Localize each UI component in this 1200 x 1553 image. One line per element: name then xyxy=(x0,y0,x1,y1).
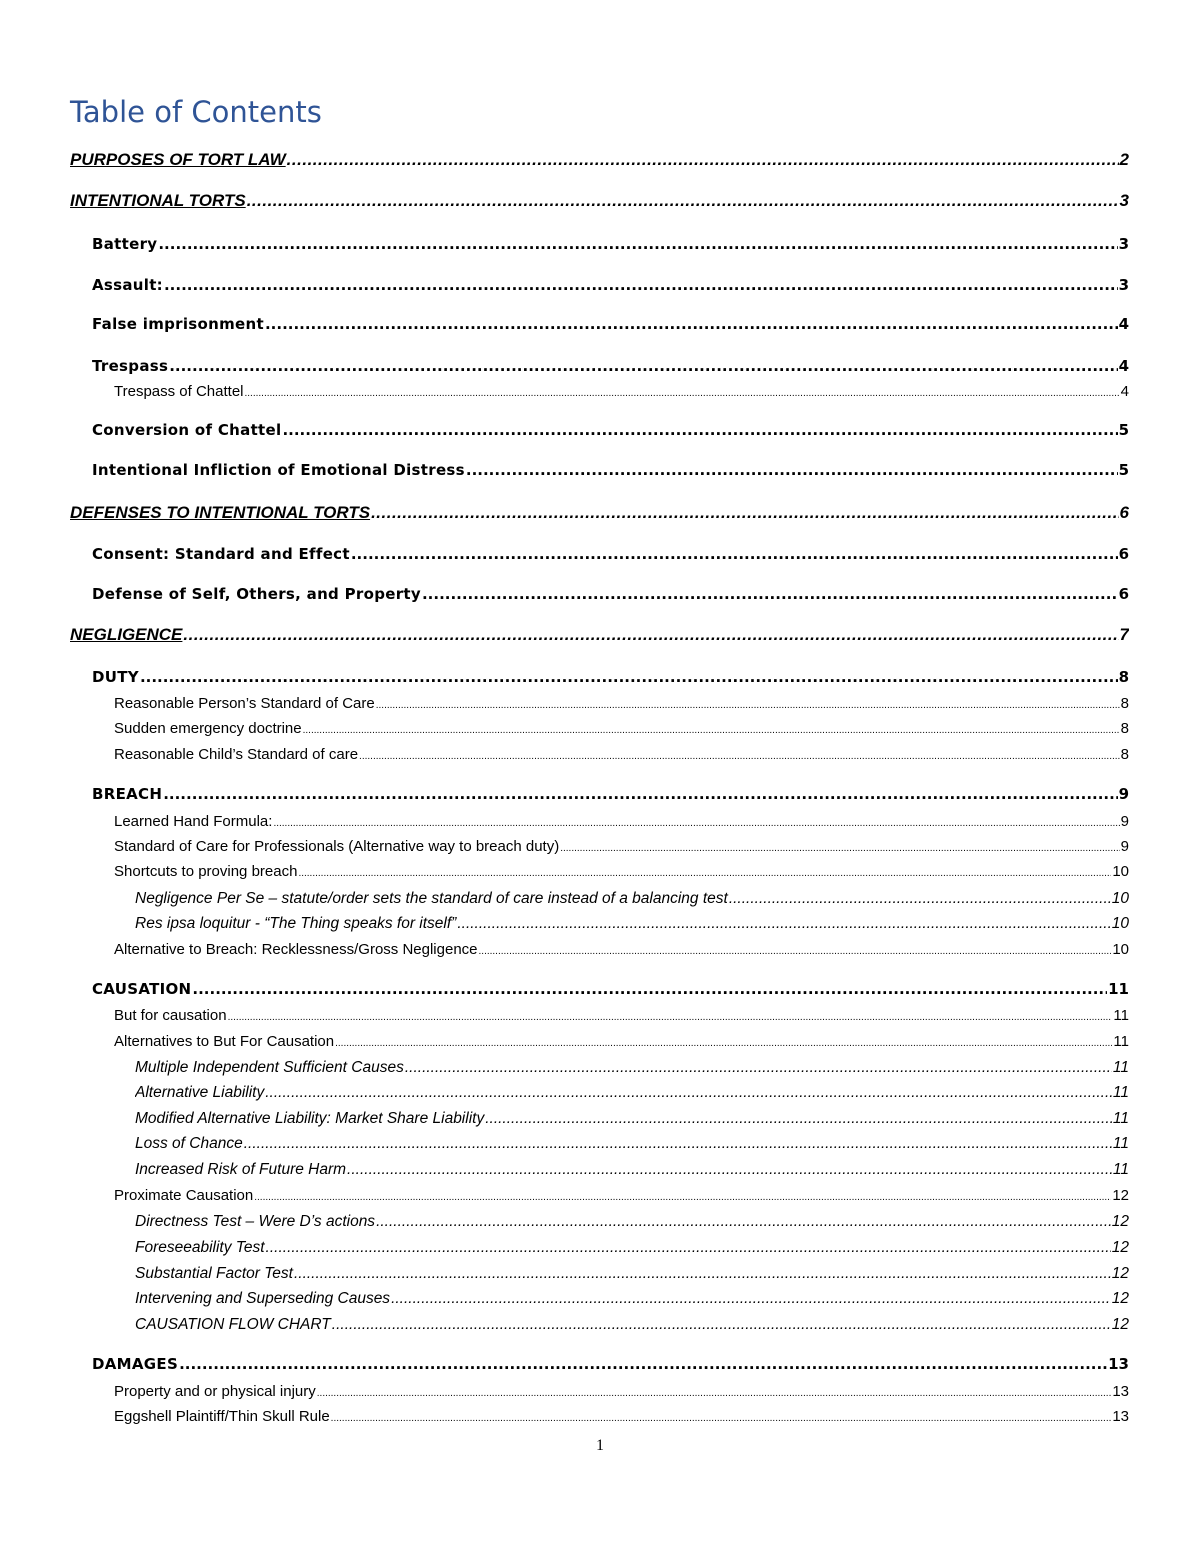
toc-dot-leader xyxy=(245,388,1120,399)
toc-entry-label: Proximate Causation xyxy=(114,1187,254,1204)
toc-dot-leader xyxy=(351,545,1118,563)
toc-dot-leader xyxy=(332,1316,1111,1334)
toc-entry-label: Standard of Care for Professionals (Alternative way to breach duty) xyxy=(114,838,560,855)
toc-entry[interactable] xyxy=(135,1265,1129,1283)
toc-dot-leader xyxy=(266,1239,1111,1257)
toc-dot-leader xyxy=(247,191,1119,211)
toc-dot-leader xyxy=(183,625,1118,645)
toc-entry-page: 8 xyxy=(1120,746,1129,763)
toc-entry[interactable] xyxy=(70,625,1129,645)
toc-dot-leader xyxy=(457,915,1110,933)
toc-entry-label: BREACH xyxy=(92,785,163,803)
toc-entry[interactable] xyxy=(114,1187,1129,1204)
toc-entry[interactable] xyxy=(135,915,1129,933)
toc-entry-label: CAUSATION xyxy=(92,980,192,998)
toc-entry-page: 3 xyxy=(1118,235,1129,253)
toc-entry-page: 11 xyxy=(1113,1033,1129,1050)
toc-dot-leader xyxy=(244,1135,1112,1153)
toc-entry[interactable] xyxy=(114,383,1129,400)
toc-entry-page: 7 xyxy=(1119,625,1129,644)
toc-entry[interactable] xyxy=(114,1383,1129,1400)
toc-entry-page: 8 xyxy=(1118,668,1129,686)
toc-entry-label: Trespass xyxy=(92,357,169,375)
toc-dot-leader xyxy=(282,421,1117,439)
toc-entry[interactable] xyxy=(114,813,1129,830)
toc-entry-label: Loss of Chance xyxy=(135,1135,243,1152)
toc-entry-label: Multiple Independent Sufficient Causes xyxy=(135,1059,404,1076)
toc-entry-label: INTENTIONAL TORTS xyxy=(70,191,246,210)
toc-entry[interactable] xyxy=(135,1316,1129,1334)
toc-entry-page: 11 xyxy=(1108,980,1129,998)
toc-entry[interactable] xyxy=(135,1239,1129,1257)
toc-entry-label: Trespass of Chattel xyxy=(114,383,244,400)
toc-dot-leader xyxy=(298,868,1111,879)
page-number: 1 xyxy=(596,1437,604,1454)
toc-entry-page: 6 xyxy=(1119,503,1129,522)
toc-dot-leader xyxy=(287,150,1119,170)
toc-entry[interactable] xyxy=(92,421,1129,439)
toc-entry-label: Learned Hand Formula: xyxy=(114,813,273,830)
toc-entry-label: Alternatives to But For Causation xyxy=(114,1033,335,1050)
toc-dot-leader xyxy=(376,1213,1111,1231)
toc-entry-page: 11 xyxy=(1112,1084,1129,1101)
toc-entry-label: Increased Risk of Future Harm xyxy=(135,1161,347,1178)
toc-dot-leader xyxy=(169,357,1117,375)
toc-entry-page: 10 xyxy=(1112,941,1129,958)
toc-entry-page: 4 xyxy=(1118,357,1129,375)
toc-entry[interactable] xyxy=(92,235,1129,253)
toc-entry-page: 6 xyxy=(1118,585,1129,603)
toc-entry-label: Alternative to Breach: Recklessness/Gross Negligence xyxy=(114,941,478,958)
toc-entry-page: 13 xyxy=(1108,1355,1129,1373)
toc-entry-label: DEFENSES TO INTENTIONAL TORTS xyxy=(70,503,371,522)
toc-entry-label: Eggshell Plaintiff/Thin Skull Rule xyxy=(114,1408,330,1425)
toc-entry[interactable] xyxy=(114,863,1129,880)
toc-entry-label: Intervening and Superseding Causes xyxy=(135,1290,391,1307)
toc-entry-label: Intentional Infliction of Emotional Distress xyxy=(92,461,465,479)
toc-entry-page: 12 xyxy=(1112,1187,1129,1204)
toc-dot-leader xyxy=(466,461,1118,479)
toc-entry-label: NEGLIGENCE xyxy=(70,625,183,644)
toc-entry[interactable] xyxy=(135,1213,1129,1231)
toc-entry-label: Sudden emergency doctrine xyxy=(114,720,302,737)
toc-entry-label: CAUSATION FLOW CHART xyxy=(135,1316,331,1333)
toc-entry[interactable] xyxy=(92,980,1129,998)
toc-entry-page: 12 xyxy=(1111,1239,1129,1256)
toc-entry-page: 13 xyxy=(1112,1408,1129,1425)
toc-entry[interactable] xyxy=(92,785,1129,803)
toc-entry[interactable] xyxy=(114,1408,1129,1425)
toc-entry-label: Battery xyxy=(92,235,158,253)
toc-dot-leader xyxy=(405,1059,1112,1077)
toc-dot-leader xyxy=(265,1084,1112,1102)
toc-title: Table of Contents xyxy=(70,95,322,129)
toc-entry-page: 11 xyxy=(1112,1110,1129,1127)
toc-entry-label: But for causation xyxy=(114,1007,227,1024)
toc-entry-page: 4 xyxy=(1120,383,1129,400)
toc-entry-page: 5 xyxy=(1118,421,1129,439)
toc-entry-label: DUTY xyxy=(92,668,139,686)
toc-entry-label: Substantial Factor Test xyxy=(135,1265,293,1282)
toc-entry[interactable] xyxy=(114,720,1129,737)
toc-entry[interactable] xyxy=(92,545,1129,563)
toc-dot-leader xyxy=(335,1038,1112,1049)
toc-dot-leader xyxy=(376,700,1120,711)
toc-dot-leader xyxy=(192,980,1107,998)
toc-entry-page: 11 xyxy=(1113,1007,1129,1024)
toc-entry-label: Modified Alternative Liability: Market Share Liability xyxy=(135,1110,485,1127)
toc-dot-leader xyxy=(254,1192,1111,1203)
toc-entry-label: Negligence Per Se – statute/order sets the standard of care instead of a balancing test xyxy=(135,890,728,907)
toc-dot-leader xyxy=(347,1161,1112,1179)
toc-dot-leader xyxy=(359,751,1120,762)
toc-entry[interactable] xyxy=(114,695,1129,712)
toc-entry-page: 2 xyxy=(1119,150,1129,169)
toc-entry-page: 12 xyxy=(1111,1213,1129,1230)
toc-entry-page: 3 xyxy=(1119,191,1129,210)
toc-entry-page: 9 xyxy=(1120,838,1129,855)
toc-entry-label: PURPOSES OF TORT LAW xyxy=(70,150,286,169)
toc-entry-page: 12 xyxy=(1111,1290,1129,1307)
toc-dot-leader xyxy=(331,1413,1112,1424)
toc-entry-label: Foreseeability Test xyxy=(135,1239,265,1256)
toc-entry-label: Assault: xyxy=(92,276,163,294)
toc-entry-page: 6 xyxy=(1118,545,1129,563)
toc-entry-page: 11 xyxy=(1112,1161,1129,1178)
toc-dot-leader xyxy=(273,818,1119,829)
toc-entry-page: 3 xyxy=(1118,276,1129,294)
toc-entry[interactable] xyxy=(70,191,1129,211)
toc-entry-label: DAMAGES xyxy=(92,1355,179,1373)
toc-entry[interactable] xyxy=(114,1033,1129,1050)
toc-entry-label: Defense of Self, Others, and Property xyxy=(92,585,421,603)
toc-entry-page: 13 xyxy=(1112,1383,1129,1400)
toc-entry-label: Conversion of Chattel xyxy=(92,421,282,439)
toc-dot-leader xyxy=(228,1012,1113,1023)
toc-entry-page: 9 xyxy=(1118,785,1129,803)
toc-dot-leader xyxy=(479,946,1112,957)
toc-entry-page: 10 xyxy=(1111,890,1129,907)
toc-dot-leader xyxy=(560,843,1119,854)
toc-entry-page: 5 xyxy=(1118,461,1129,479)
toc-entry[interactable] xyxy=(135,1161,1129,1179)
toc-dot-leader xyxy=(317,1388,1112,1399)
toc-entry[interactable] xyxy=(135,890,1129,908)
toc-entry-label: Reasonable Person’s Standard of Care xyxy=(114,695,375,712)
toc-dot-leader xyxy=(371,503,1118,523)
toc-dot-leader xyxy=(729,890,1111,908)
toc-dot-leader xyxy=(485,1110,1112,1128)
toc-entry[interactable] xyxy=(135,1084,1129,1102)
toc-dot-leader xyxy=(164,276,1118,294)
toc-entry[interactable] xyxy=(135,1135,1129,1153)
toc-dot-leader xyxy=(163,785,1117,803)
toc-entry[interactable] xyxy=(92,357,1129,375)
toc-dot-leader xyxy=(294,1265,1111,1283)
toc-entry[interactable] xyxy=(70,150,1129,170)
toc-entry-label: Reasonable Child’s Standard of care xyxy=(114,746,359,763)
toc-entry-page: 8 xyxy=(1120,720,1129,737)
toc-entry[interactable] xyxy=(135,1110,1129,1128)
toc-entry-label: Alternative Liability xyxy=(135,1084,265,1101)
toc-entry[interactable] xyxy=(92,461,1129,479)
toc-entry-page: 11 xyxy=(1112,1059,1129,1076)
toc-entry[interactable] xyxy=(114,941,1129,958)
toc-entry-label: Consent: Standard and Effect xyxy=(92,545,350,563)
toc-entry[interactable] xyxy=(92,668,1129,686)
toc-entry-page: 12 xyxy=(1111,1265,1129,1282)
toc-dot-leader xyxy=(422,585,1118,603)
toc-entry-page: 10 xyxy=(1112,863,1129,880)
toc-entry[interactable] xyxy=(114,1007,1129,1024)
toc-dot-leader xyxy=(179,1355,1107,1373)
toc-entry[interactable] xyxy=(92,1355,1129,1373)
toc-entry[interactable] xyxy=(135,1290,1129,1308)
toc-entry[interactable] xyxy=(92,315,1129,333)
toc-entry-label: Res ipsa loquitur - “The Thing speaks for itself” xyxy=(135,915,457,932)
toc-entry-page: 4 xyxy=(1118,315,1129,333)
toc-entry-label: Shortcuts to proving breach xyxy=(114,863,298,880)
toc-dot-leader xyxy=(391,1290,1111,1308)
toc-entry-label: Property and or physical injury xyxy=(114,1383,316,1400)
toc-dot-leader xyxy=(265,315,1118,333)
toc-dot-leader xyxy=(140,668,1118,686)
toc-dot-leader xyxy=(158,235,1117,253)
toc-entry-page: 9 xyxy=(1120,813,1129,830)
toc-entry[interactable] xyxy=(114,746,1129,763)
toc-entry-page: 10 xyxy=(1111,915,1129,932)
toc-entry[interactable] xyxy=(135,1059,1129,1077)
toc-entry-page: 12 xyxy=(1111,1316,1129,1333)
toc-entry-page: 11 xyxy=(1112,1135,1129,1152)
toc-entry-label: Directness Test – Were D’s actions xyxy=(135,1213,376,1230)
toc-dot-leader xyxy=(303,725,1120,736)
toc-entry[interactable] xyxy=(92,276,1129,294)
toc-entry[interactable] xyxy=(70,503,1129,523)
toc-entry-page: 8 xyxy=(1120,695,1129,712)
toc-entry[interactable] xyxy=(92,585,1129,603)
toc-entry-label: False imprisonment xyxy=(92,315,264,333)
toc-entry[interactable] xyxy=(114,838,1129,855)
